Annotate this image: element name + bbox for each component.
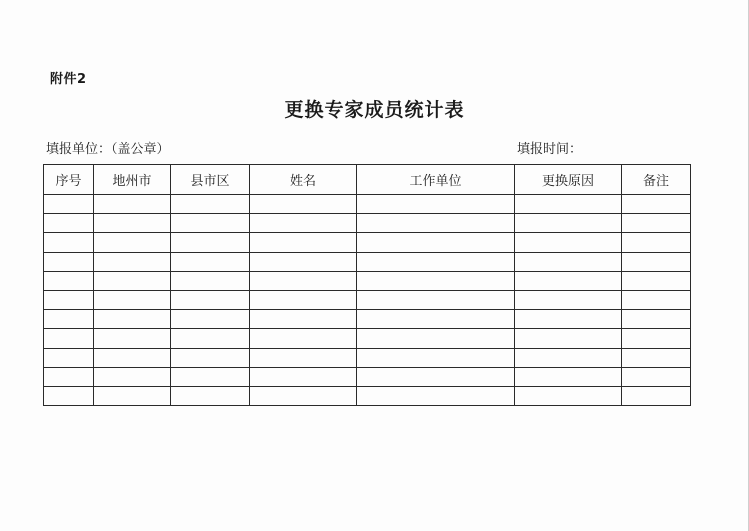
table-body (44, 195, 691, 406)
table-cell (622, 290, 691, 309)
table-cell (250, 195, 357, 214)
table-cell (44, 252, 94, 271)
table-row (44, 367, 691, 386)
attachment-label: 附件2 (50, 72, 87, 87)
table-cell (94, 329, 171, 348)
table-cell (357, 252, 515, 271)
table-cell (250, 310, 357, 329)
table-row (44, 233, 691, 252)
table-cell (250, 252, 357, 271)
table-cell (250, 348, 357, 367)
table-row (44, 386, 691, 405)
table-cell (622, 386, 691, 405)
table-cell (622, 233, 691, 252)
table-row (44, 290, 691, 309)
table-cell (622, 214, 691, 233)
table-cell (171, 252, 250, 271)
table-cell (94, 195, 171, 214)
table-cell (171, 348, 250, 367)
table-cell (515, 195, 622, 214)
header-prefecture: 地州市 (94, 165, 171, 195)
table-cell (171, 233, 250, 252)
table-cell (515, 290, 622, 309)
table-cell (515, 233, 622, 252)
table-cell (94, 386, 171, 405)
table-cell (357, 367, 515, 386)
table-cell (515, 386, 622, 405)
table-cell (94, 367, 171, 386)
table-cell (357, 195, 515, 214)
table-cell (357, 310, 515, 329)
table-cell (515, 271, 622, 290)
statistics-table (43, 164, 691, 406)
table-cell (622, 367, 691, 386)
table-cell (44, 271, 94, 290)
table-cell (171, 290, 250, 309)
table-cell (357, 271, 515, 290)
fill-unit-label: 填报单位：（盖公章） (46, 142, 170, 157)
table-cell (622, 310, 691, 329)
table-cell (171, 329, 250, 348)
table-cell (94, 290, 171, 309)
table-cell (250, 386, 357, 405)
table-cell (250, 214, 357, 233)
table-cell (94, 214, 171, 233)
table-cell (250, 329, 357, 348)
table-row (44, 310, 691, 329)
table-row (44, 348, 691, 367)
table-cell (94, 252, 171, 271)
table-row (44, 195, 691, 214)
table-cell (622, 252, 691, 271)
table-cell (250, 271, 357, 290)
table-cell (357, 348, 515, 367)
table-cell (171, 271, 250, 290)
header-work-unit: 工作单位 (357, 165, 515, 195)
table-cell (94, 233, 171, 252)
table-cell (515, 310, 622, 329)
table-cell (357, 290, 515, 309)
table-cell (44, 329, 94, 348)
table-cell (44, 367, 94, 386)
table-cell (44, 195, 94, 214)
header-replacement-reason: 更换原因 (515, 165, 622, 195)
table-cell (44, 348, 94, 367)
table-cell (250, 290, 357, 309)
table-cell (44, 386, 94, 405)
table-cell (622, 195, 691, 214)
table-cell (357, 214, 515, 233)
table-cell (44, 214, 94, 233)
table-cell (250, 233, 357, 252)
table-row (44, 252, 691, 271)
table-cell (171, 386, 250, 405)
table-cell (250, 367, 357, 386)
table-cell (622, 348, 691, 367)
header-serial-number: 序号 (44, 165, 94, 195)
table-cell (622, 271, 691, 290)
table-cell (515, 367, 622, 386)
table-cell (357, 386, 515, 405)
table-cell (44, 233, 94, 252)
header-name: 姓名 (250, 165, 357, 195)
table-cell (171, 214, 250, 233)
table-cell (515, 329, 622, 348)
table-cell (357, 329, 515, 348)
table-cell (515, 348, 622, 367)
table-cell (171, 195, 250, 214)
table-cell (44, 310, 94, 329)
table-cell (171, 310, 250, 329)
table-cell (622, 329, 691, 348)
header-county: 县市区 (171, 165, 250, 195)
fill-time-label: 填报时间： (517, 142, 583, 157)
document-title: 更换专家成员统计表 (284, 99, 465, 121)
table-cell (515, 214, 622, 233)
table-header-row (44, 165, 691, 195)
table-cell (44, 290, 94, 309)
table-row (44, 329, 691, 348)
table-cell (171, 367, 250, 386)
table-cell (357, 233, 515, 252)
table-cell (94, 271, 171, 290)
table-cell (515, 252, 622, 271)
table-row (44, 271, 691, 290)
header-remarks: 备注 (622, 165, 691, 195)
table-row (44, 214, 691, 233)
table-cell (94, 310, 171, 329)
table-cell (94, 348, 171, 367)
